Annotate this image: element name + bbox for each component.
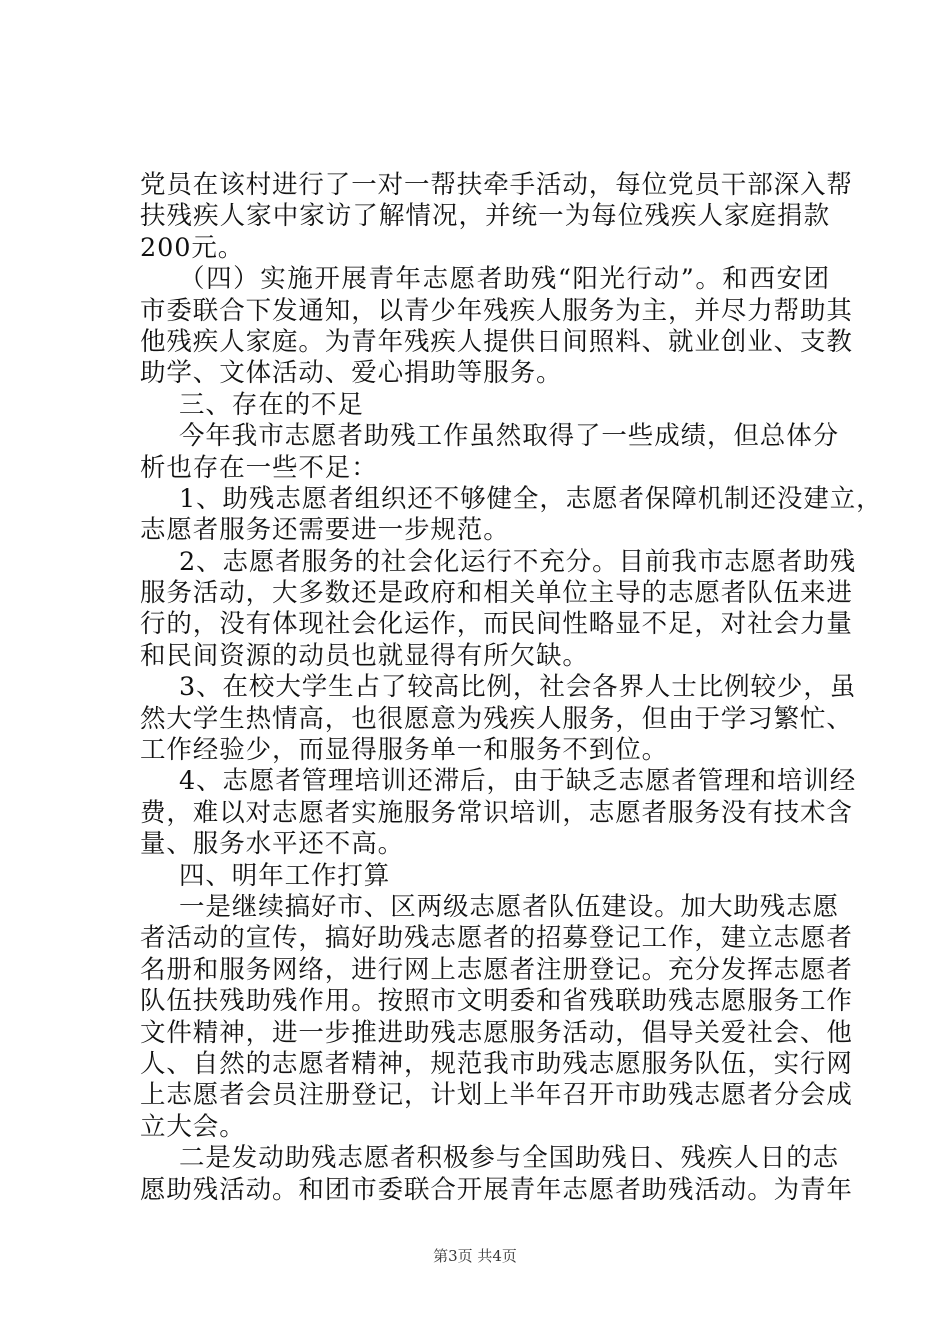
text-line: 上志愿者会员注册登记，计划上半年召开市助残志愿者分会成 <box>140 1080 853 1111</box>
text-line: 志愿者服务还需要进一步规范。 <box>140 515 510 546</box>
text-line: 一是继续搞好市、区两级志愿者队伍建设。加大助残志愿 <box>179 891 840 922</box>
document-body <box>140 170 883 1206</box>
text-line: 愿助残活动。和团市委联合开展青年志愿者助残活动。为青年 <box>140 1174 853 1205</box>
text-line: 1、助残志愿者组织还不够健全，志愿者保障机制还没建立， <box>179 483 883 514</box>
text-line: 二是发动助残志愿者积极参与全国助残日、残疾人日的志 <box>179 1143 840 1174</box>
text-line: 队伍扶残助残作用。按照市文明委和省残联助残志愿服务工作 <box>140 986 853 1017</box>
text-line: 文件精神，进一步推进助残志愿服务活动，倡导关爱社会、他 <box>140 1017 853 1048</box>
text-line: 扶残疾人家中家访了解情况，并统一为每位残疾人家庭捐款 <box>140 201 830 232</box>
text-line: 名册和服务网络，进行网上志愿者注册登记。充分发挥志愿者 <box>140 954 853 985</box>
text-line: 工作经验少，而显得服务单一和服务不到位。 <box>140 735 669 766</box>
text-line: 他残疾人家庭。为青年残疾人提供日间照料、就业创业、支教 <box>140 326 853 357</box>
text-line: 市委联合下发通知，以青少年残疾人服务为主，并尽力帮助其 <box>140 295 853 326</box>
text-line: 者活动的宣传，搞好助残志愿者的招募登记工作，建立志愿者 <box>140 923 853 954</box>
text-line: 然大学生热情高，也很愿意为残疾人服务，但由于学习繁忙、 <box>140 703 853 734</box>
text-line: 四、明年工作打算 <box>179 860 391 891</box>
text-line: 4、志愿者管理培训还滞后，由于缺乏志愿者管理和培训经 <box>179 766 857 797</box>
page-footer: 第3页 共4页 <box>433 1247 517 1265</box>
text-line: 2、志愿者服务的社会化运行不充分。目前我市志愿者助残 <box>179 546 857 577</box>
text-line: 服务活动，大多数还是政府和相关单位主导的志愿者队伍来进 <box>140 578 853 609</box>
text-line: 行的，没有体现社会化运作，而民间性略显不足，对社会力量 <box>140 609 853 640</box>
text-line: 3、在校大学生占了较高比例，社会各界人士比例较少，虽 <box>179 672 857 703</box>
text-line: （四）实施开展青年志愿者助残“阳光行动”。和西安团 <box>179 264 830 295</box>
text-line: 今年我市志愿者助残工作虽然取得了一些成绩，但总体分 <box>179 421 840 452</box>
text-line: 党员在该村进行了一对一帮扶牵手活动，每位党员干部深入帮 <box>140 170 853 200</box>
text-line: 助学、文体活动、爱心捐助等服务。 <box>140 358 563 389</box>
text-line: 和民间资源的动员也就显得有所欠缺。 <box>140 640 589 671</box>
text-line: 三、存在的不足 <box>179 389 364 420</box>
text-line: 200元。 <box>140 232 245 263</box>
text-line: 立大会。 <box>140 1111 246 1142</box>
text-line: 费，难以对志愿者实施服务常识培训，志愿者服务没有技术含 <box>140 797 853 828</box>
text-line: 析也存在一些不足： <box>140 452 378 483</box>
text-line: 量、服务水平还不高。 <box>140 829 405 860</box>
text-line: 人、自然的志愿者精神，规范我市助残志愿服务队伍，实行网 <box>140 1048 853 1079</box>
